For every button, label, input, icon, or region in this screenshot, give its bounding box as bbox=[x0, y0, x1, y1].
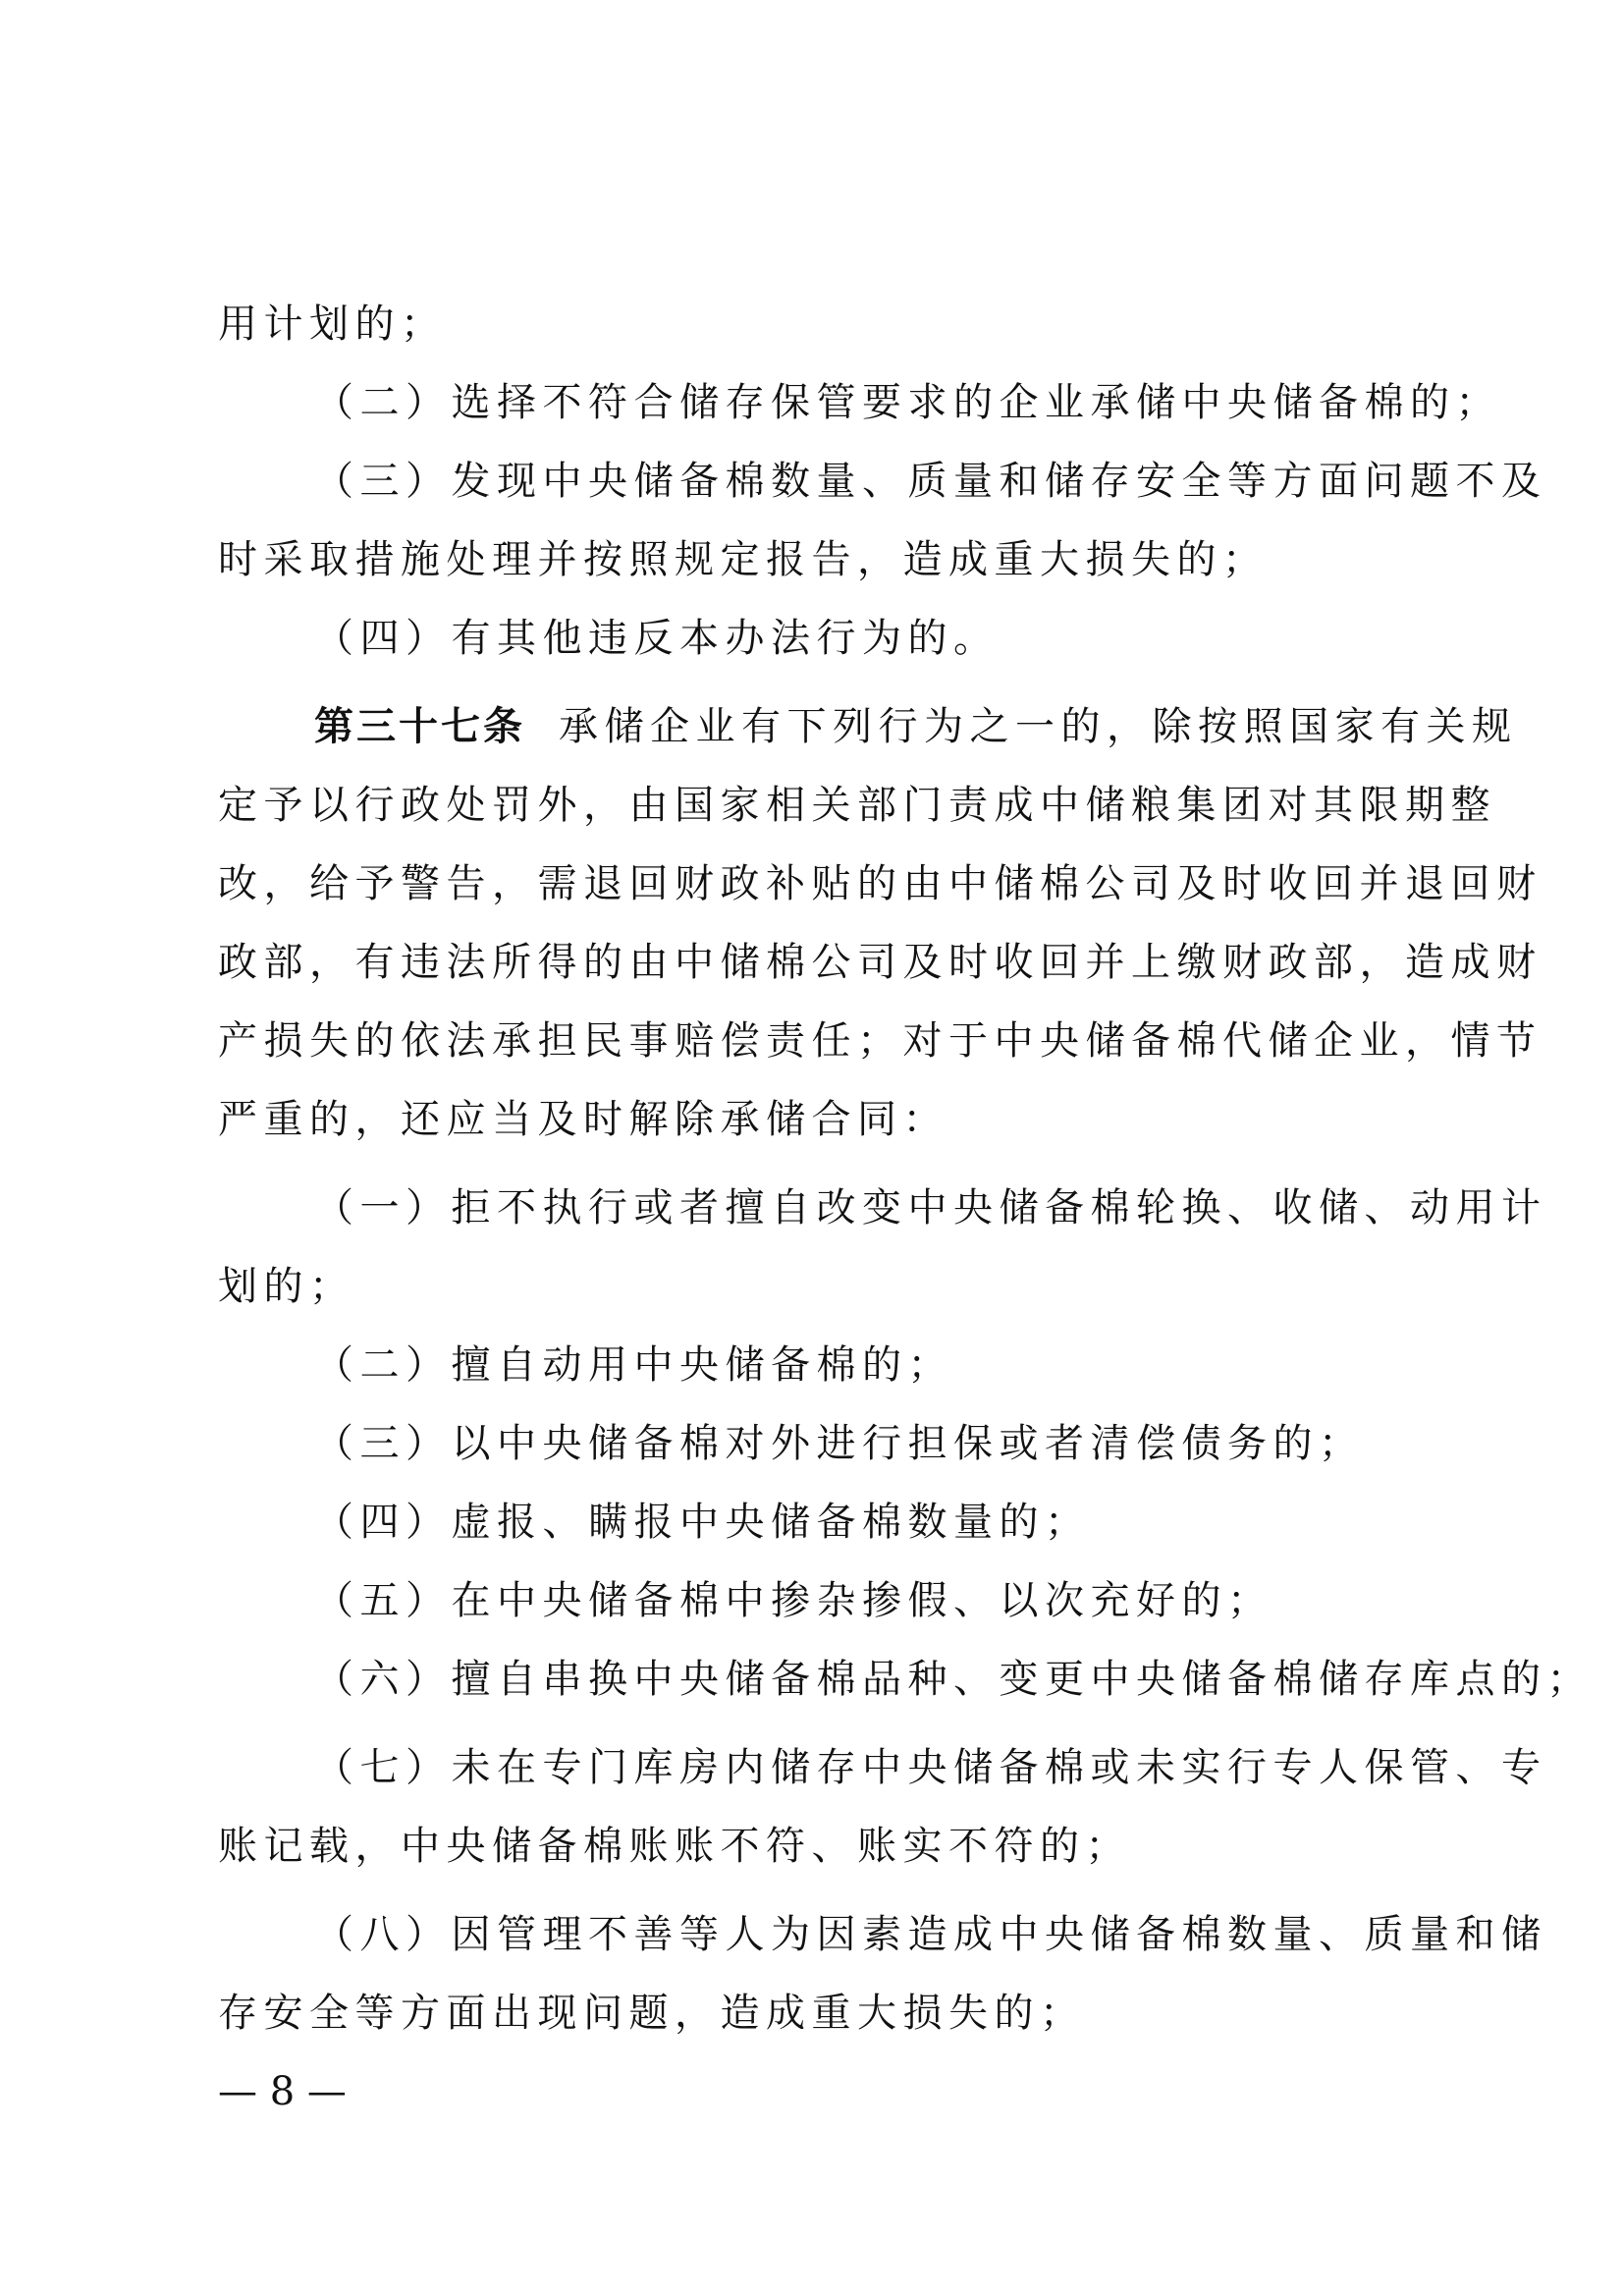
list-item: （八）因管理不善等人为因素造成中央储备棉数量、质量和储 bbox=[314, 1912, 1547, 1957]
text-line: 严重的，还应当及时解除承储合同： bbox=[218, 1097, 948, 1142]
text-line: 定予以行政处罚外，由国家相关部门责成中储粮集团对其限期整 bbox=[218, 783, 1496, 828]
list-item: （三）以中央储备棉对外进行担保或者清偿债务的； bbox=[314, 1421, 1365, 1466]
list-item: （七）未在专门库房内储存中央储备棉或未实行专人保管、专 bbox=[314, 1745, 1547, 1790]
list-item: 存安全等方面出现问题，造成重大损失的； bbox=[218, 1991, 1086, 2036]
page-number: — 8 — bbox=[218, 2069, 347, 2114]
article-37-heading-line bbox=[0, 692, 1623, 761]
article-text: 承储企业有下列行为之一的，除按照国家有关规 bbox=[559, 704, 1518, 749]
list-item: （一）拒不执行或者擅自改变中央储备棉轮换、收储、动用计 bbox=[314, 1185, 1547, 1230]
text-line: 改，给予警告，需退回财政补贴的由中储棉公司及时收回并退回财 bbox=[218, 861, 1542, 906]
text-line: （二）选择不符合储存保管要求的企业承储中央储备棉的； bbox=[314, 380, 1501, 425]
text-line: （三）发现中央储备棉数量、质量和储存安全等方面问题不及 bbox=[314, 459, 1547, 504]
text-line: 时采取措施处理并按照规定报告，造成重大损失的； bbox=[218, 537, 1269, 582]
text-line: 用计划的； bbox=[218, 301, 447, 347]
list-item: 划的； bbox=[218, 1264, 355, 1309]
list-item: 账记载，中央储备棉账账不符、账实不符的； bbox=[218, 1824, 1131, 1869]
list-item: （六）擅自串换中央储备棉品种、变更中央储备棉储存库点的； bbox=[314, 1657, 1593, 1702]
text-line: 政部，有违法所得的由中储棉公司及时收回并上缴财政部，造成财 bbox=[218, 940, 1542, 985]
list-item: （五）在中央储备棉中掺杂掺假、以次充好的； bbox=[314, 1578, 1273, 1623]
article-number: 第三十七条 bbox=[314, 704, 525, 749]
list-item: （四）虚报、瞒报中央储备棉数量的； bbox=[314, 1500, 1091, 1545]
text-line: （四）有其他违反本办法行为的。 bbox=[314, 616, 1000, 661]
text-line: 产损失的依法承担民事赔偿责任；对于中央储备棉代储企业，情节 bbox=[218, 1018, 1542, 1064]
list-item: （二）擅自动用中央储备棉的； bbox=[314, 1342, 953, 1388]
